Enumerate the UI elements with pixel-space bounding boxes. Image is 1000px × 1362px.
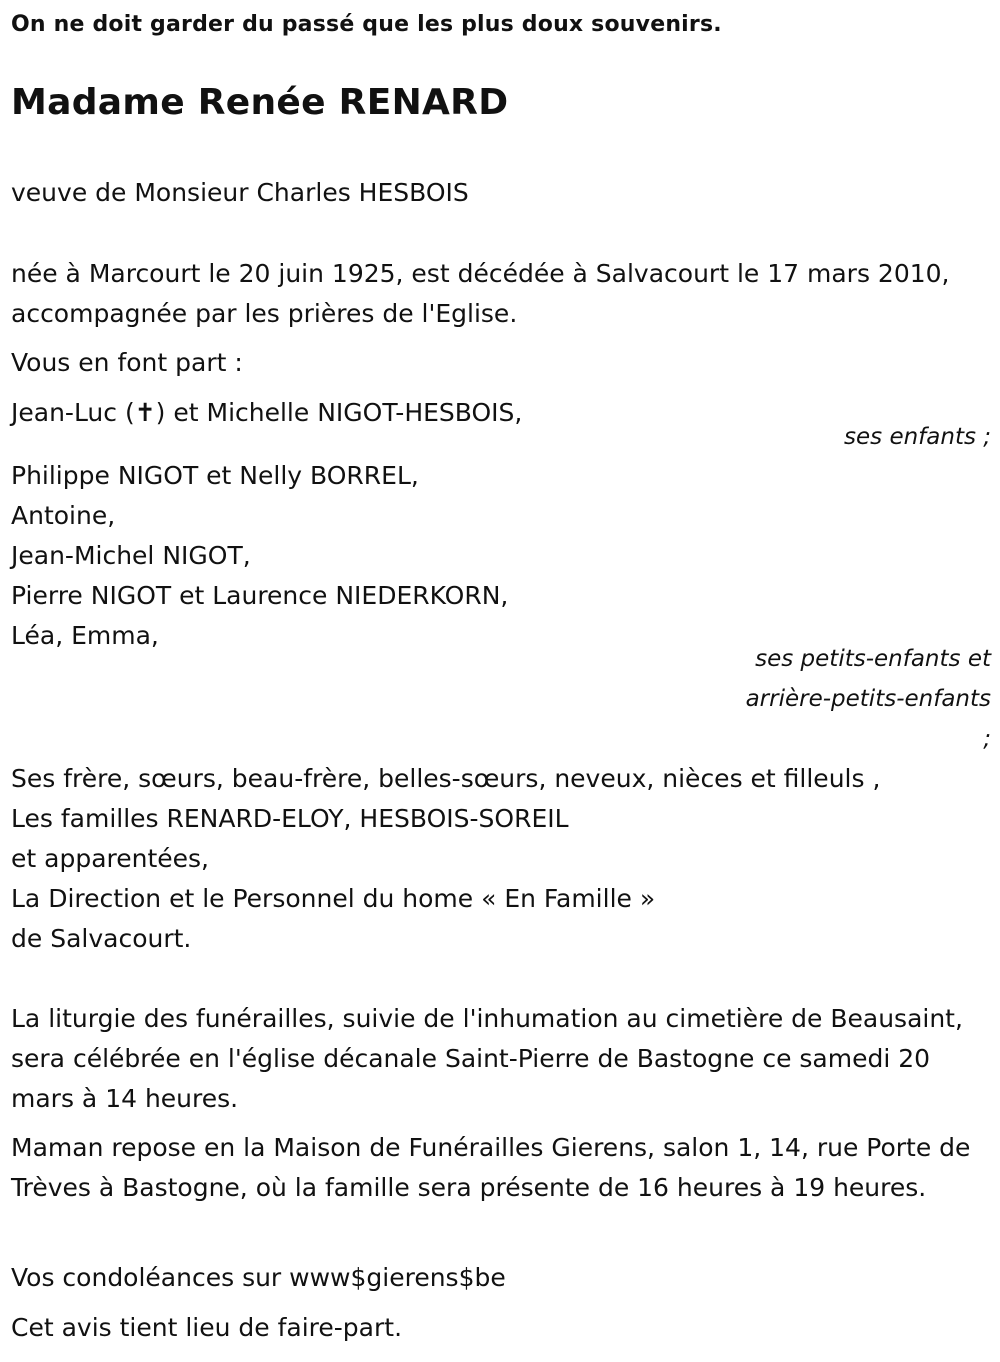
birth-death-text: née à Marcourt le 20 juin 1925, est décédée à Salvacourt le 17 mars 2010, accompagnée par les prières de l'Eglise. bbox=[11, 259, 950, 328]
announce-text: Vous en font part : bbox=[11, 348, 243, 377]
liturgy-text: La liturgie des funérailles, suivie de l'inhumation au cimetière de Beausaint, sera célébrée en l'église décanale Saint-Pierre de Bastogne ce samedi 20 mars à 14 heures. bbox=[11, 1004, 963, 1113]
list-item: Jean-Michel NIGOT, bbox=[11, 541, 251, 570]
list-item: Pierre NIGOT et Laurence NIEDERKORN, bbox=[11, 581, 509, 610]
list-item: La Direction et le Personnel du home « En Famille » bbox=[11, 884, 656, 913]
children-role: ses enfants ; bbox=[844, 424, 991, 450]
list-item: Philippe NIGOT et Nelly BORREL, bbox=[11, 461, 419, 490]
deceased-name: Madame Renée RENARD bbox=[11, 82, 509, 123]
grandchildren-role: ses petits-enfants et arrière-petits-enfants ; bbox=[745, 646, 991, 752]
list-item: Antoine, bbox=[11, 501, 116, 530]
notice-text: Cet avis tient lieu de faire-part. bbox=[11, 1313, 403, 1342]
condolences-text: Vos condoléances sur www$gierens$be bbox=[11, 1263, 506, 1292]
list-item: et apparentées, bbox=[11, 844, 209, 873]
rest-text: Maman repose en la Maison de Funérailles Gierens, salon 1, 14, rue Porte de Trèves à Bastogne, où la famille sera présente de 16 heures à 19 heures. bbox=[11, 1133, 971, 1202]
list-item: Les familles RENARD-ELOY, HESBOIS-SOREIL bbox=[11, 804, 569, 833]
other-relatives-list bbox=[11, 759, 880, 959]
grandchildren-list bbox=[11, 456, 508, 656]
list-item: Léa, Emma, bbox=[11, 621, 159, 650]
quote: On ne doit garder du passé que les plus doux souvenirs. bbox=[11, 12, 722, 37]
children-names: Jean-Luc (✝) et Michelle NIGOT-HESBOIS, bbox=[11, 398, 523, 427]
list-item: de Salvacourt. bbox=[11, 924, 192, 953]
list-item: Ses frère, sœurs, beau-frère, belles-sœurs, neveux, nièces et filleuls , bbox=[11, 764, 881, 793]
widow-of: veuve de Monsieur Charles HESBOIS bbox=[11, 178, 469, 207]
